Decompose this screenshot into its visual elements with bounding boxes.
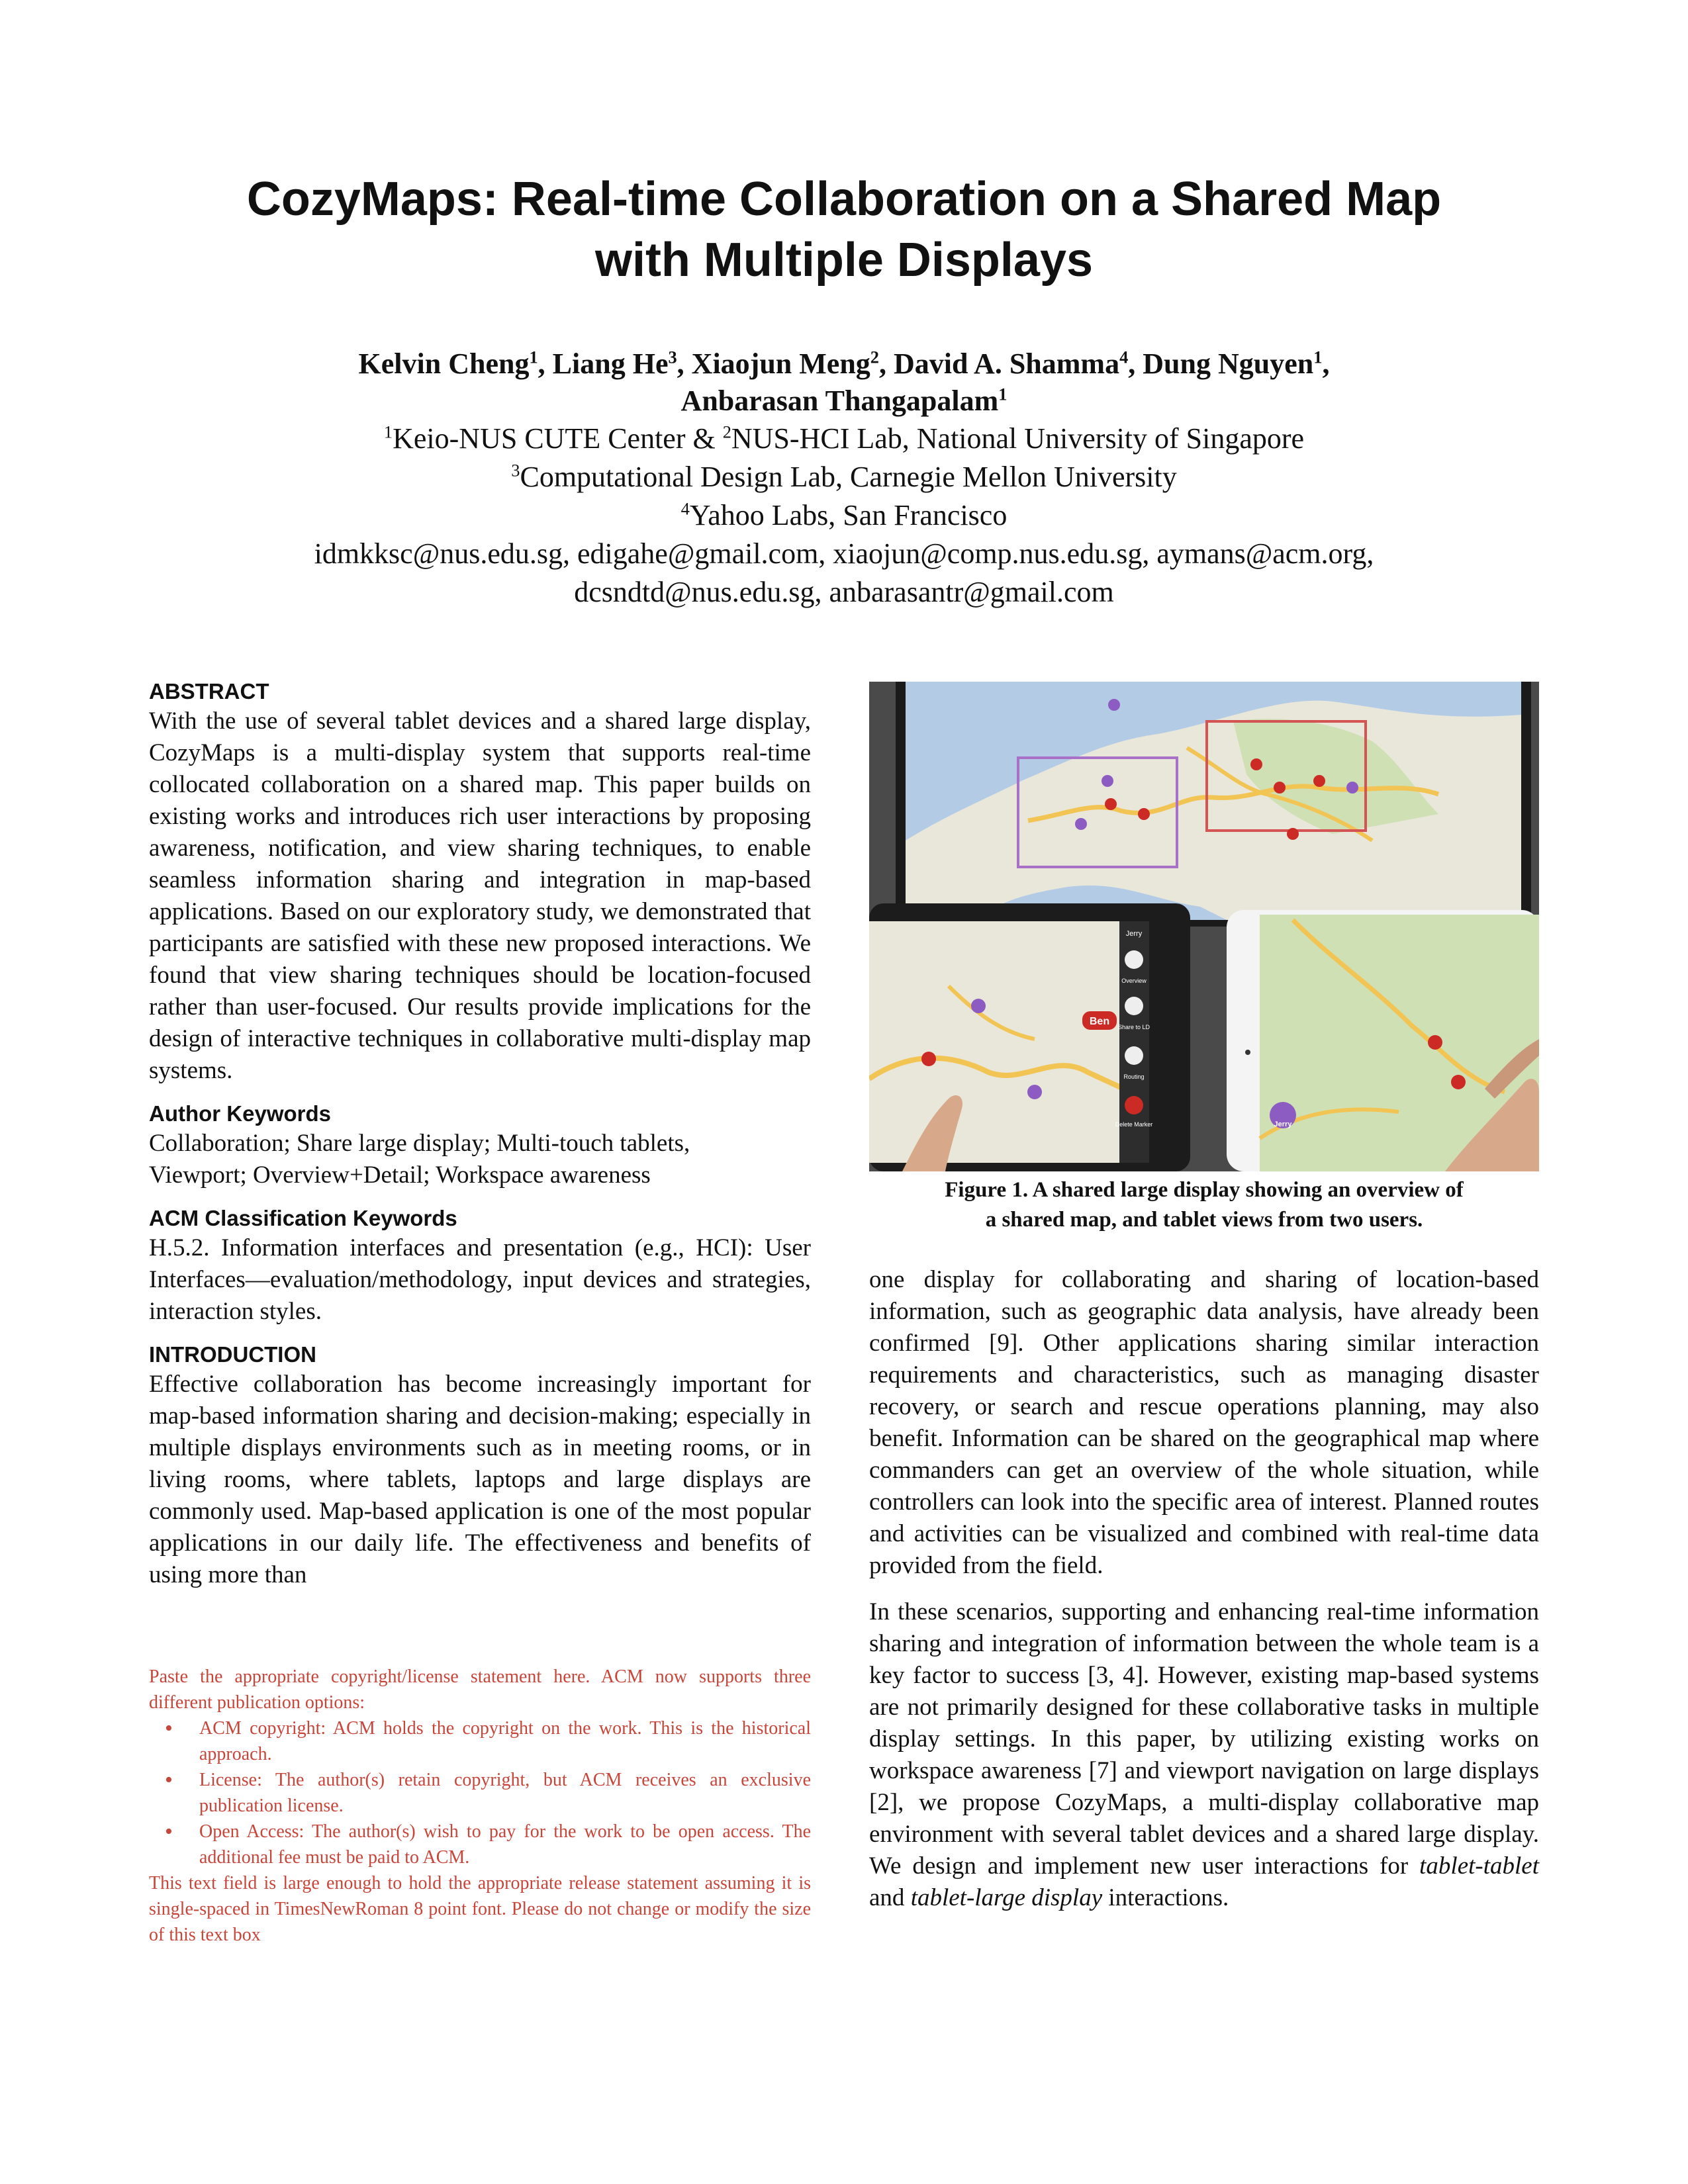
author-list-line-2 xyxy=(149,383,1539,420)
author-affil-sup: 3 xyxy=(668,347,677,367)
author-keywords-heading: Author Keywords xyxy=(149,1101,332,1126)
user-label-ben-text: Ben xyxy=(1089,1016,1110,1027)
affiliation-line-2 xyxy=(149,458,1539,496)
figure-illustration xyxy=(869,682,1539,1171)
author-emails-line-1: idmkksc@nus.edu.sg, edigahe@gmail.com, xiaojun@comp.nus.edu.sg, aymans@acm.org, xyxy=(314,537,1374,570)
routing-icon xyxy=(1125,1046,1143,1065)
author-name: Xiaojun Meng xyxy=(691,347,870,380)
tablet-left-map xyxy=(869,921,1131,1163)
author-separator: , xyxy=(538,347,553,380)
abstract-text: With the use of several tablet devices and a shared large display, CozyMaps is a multi-display system that supports real-time collocated collaboration on a shared map. This paper builds on existing works and introduces rich user interactions by proposing awareness, notification, and view sharing techniques, to enable seamless information sharing and integration in map-based applications. Based on our exploratory study, we demonstrated that participants are satisfied with these new proposed interactions. We found that view sharing techniques should be location-focused rather than user-focused. Our results provide implications for the design of interactive techniques in collaborative multi-display map systems. xyxy=(149,707,811,1084)
red-marker xyxy=(1287,828,1299,840)
author-name: Kelvin Cheng xyxy=(358,347,530,380)
affil-text: NUS-HCI Lab, National University of Singapore xyxy=(731,422,1305,455)
author-keywords-line-1: Collaboration; Share large display; Multi-touch tablets, xyxy=(149,1130,690,1157)
author-affil-sup: 2 xyxy=(870,347,879,367)
title-line-2: with Multiple Displays xyxy=(594,234,1094,287)
figure-1-photo xyxy=(869,682,1539,1171)
abstract-heading: ABSTRACT xyxy=(149,679,269,704)
figure-1-caption xyxy=(869,1175,1539,1235)
affil-sup: 3 xyxy=(511,460,520,480)
author-name: Dung Nguyen xyxy=(1143,347,1314,380)
tablet-menu-item: Share to LD xyxy=(1117,1024,1150,1030)
tablet-left-screen xyxy=(869,921,1152,1163)
large-display-map xyxy=(906,682,1521,920)
title-line-1: CozyMaps: Real-time Collaboration on a Shared Map xyxy=(246,173,1442,226)
red-marker xyxy=(921,1052,936,1066)
purple-marker xyxy=(1346,782,1358,794)
tablet-menu-item: Overview xyxy=(1121,978,1147,984)
tablet-menu-item: Routing xyxy=(1123,1073,1145,1080)
affil-text: Computational Design Lab, Carnegie Mellon University xyxy=(520,461,1177,493)
purple-marker xyxy=(1075,818,1087,830)
red-marker xyxy=(1250,758,1262,770)
red-marker xyxy=(1313,775,1325,787)
author-list xyxy=(149,345,1539,383)
affiliation-line-3 xyxy=(149,496,1539,535)
author-keywords-line-2: Viewport; Overview+Detail; Workspace awareness xyxy=(149,1161,651,1189)
author-separator: , xyxy=(1322,347,1330,380)
author-affil-sup: 1 xyxy=(529,347,538,367)
red-marker xyxy=(1105,798,1117,810)
introduction-text: Effective collaboration has become increasingly important for map-based information sharing and decision-making; especially in multiple displays environments such as in meeting rooms, or in living rooms, where tablets, laptops and large displays are commonly used. Map-based application is one of the most popular applications in our daily life. The effectiveness and benefits of using more than xyxy=(149,1371,811,1588)
copyright-option: • License: The author(s) retain copyright, but ACM receives an exclusive publication license. xyxy=(199,1767,811,1819)
author-affil-sup: 4 xyxy=(1119,347,1129,367)
copyright-option: • Open Access: The author(s) wish to pay for the work to be open access. The additional fee must be paid to ACM. xyxy=(199,1819,811,1870)
affil-sup: 1 xyxy=(383,422,393,442)
purple-marker xyxy=(1102,775,1113,787)
paper-title xyxy=(149,169,1539,291)
red-marker xyxy=(1428,1035,1442,1050)
purple-marker xyxy=(1027,1085,1042,1099)
author-name: David A. Shamma xyxy=(894,347,1120,380)
author-separator: , xyxy=(879,347,894,380)
paragraph-text: interactions. xyxy=(1102,1884,1229,1911)
caption-line-1: Figure 1. A shared large display showing an overview of xyxy=(945,1178,1464,1202)
author-separator: , xyxy=(1128,347,1143,380)
copyright-option: • ACM copyright: ACM holds the copyright on the work. This is the historical approach. xyxy=(199,1715,811,1767)
right-column xyxy=(869,1264,1539,1914)
tablet-menu-header: Jerry xyxy=(1125,930,1143,938)
right-column-paragraph-2 xyxy=(869,1596,1539,1914)
red-marker xyxy=(1138,808,1150,820)
author-separator: , xyxy=(677,347,692,380)
affil-text: Yahoo Labs, San Francisco xyxy=(689,499,1008,531)
paragraph-text: and xyxy=(869,1884,911,1911)
author-name: Liang He xyxy=(552,347,669,380)
delete-marker-icon xyxy=(1125,1096,1143,1115)
affil-sup: 2 xyxy=(722,422,731,442)
affil-text: Keio-NUS CUTE Center & xyxy=(393,422,723,455)
copyright-intro: Paste the appropriate copyright/license statement here. ACM now supports three different publication options: xyxy=(149,1666,811,1713)
introduction-heading: INTRODUCTION xyxy=(149,1342,316,1367)
user-label-jerry-text: Jerry xyxy=(1274,1120,1292,1128)
affil-sup: 4 xyxy=(680,498,690,519)
caption-line-2: a shared map, and tablet views from two users. xyxy=(985,1208,1423,1232)
share-icon xyxy=(1125,997,1143,1015)
acm-keywords-text: H.5.2. Information interfaces and presentation (e.g., HCI): User Interfaces—evaluation/methodology, input devices and strategies, interaction styles. xyxy=(149,1234,811,1325)
right-column-paragraph-1: one display for collaborating and sharing of location-based information, such as geographic data analysis, have already been confirmed [9]. Other applications sharing similar interaction requirements and characteristics, such as managing disaster recovery, or search and rescue operations planning, may also benefit. Information can be shared on the geographical map where commanders can get an overview of the whole situation, while controllers can look into the specific area of interest. Planned routes and activities can be visualized and combined with real-time data provided from the field. xyxy=(869,1266,1539,1579)
red-marker xyxy=(1451,1075,1466,1089)
tablet-home-button xyxy=(1245,1050,1250,1055)
emphasis-tablet-large-display: tablet-large display xyxy=(910,1884,1103,1911)
purple-marker xyxy=(1108,699,1120,711)
copyright-box xyxy=(149,1664,811,1948)
tablet-menu-item: Delete Marker xyxy=(1115,1121,1153,1128)
author-affil-sup: 1 xyxy=(1313,347,1323,367)
acm-keywords-heading: ACM Classification Keywords xyxy=(149,1206,457,1230)
paragraph-text: In these scenarios, supporting and enhancing real-time information sharing and integration of information between the whole team is a key factor to success [3, 4]. However, existing map-based systems are not primarily designed for these collaborative tasks in multiple display settings. In this paper, by utilizing existing works on workspace awareness [7] and viewport navigation on large displays [2], we propose CozyMaps, a multi-display collaborative map environment with several tablet devices and a shared large display. We design and implement new user interactions for xyxy=(869,1598,1539,1880)
emphasis-tablet-tablet: tablet-tablet xyxy=(1419,1852,1539,1880)
author-name: Anbarasan Thangapalam xyxy=(680,385,999,417)
affiliation-line-1 xyxy=(149,420,1539,458)
copyright-options xyxy=(149,1715,811,1870)
author-emails-line-2: dcsndtd@nus.edu.sg, anbarasantr@gmail.com xyxy=(574,576,1114,608)
overview-icon xyxy=(1125,950,1143,969)
purple-marker xyxy=(971,999,986,1013)
copyright-outro: This text field is large enough to hold the appropriate release statement assuming it is single-spaced in TimesNewRoman 8 point font. Please do not change or modify the size of this text box xyxy=(149,1873,811,1945)
red-marker xyxy=(1274,782,1286,794)
author-affil-sup: 1 xyxy=(998,384,1008,404)
left-column xyxy=(149,678,811,1591)
